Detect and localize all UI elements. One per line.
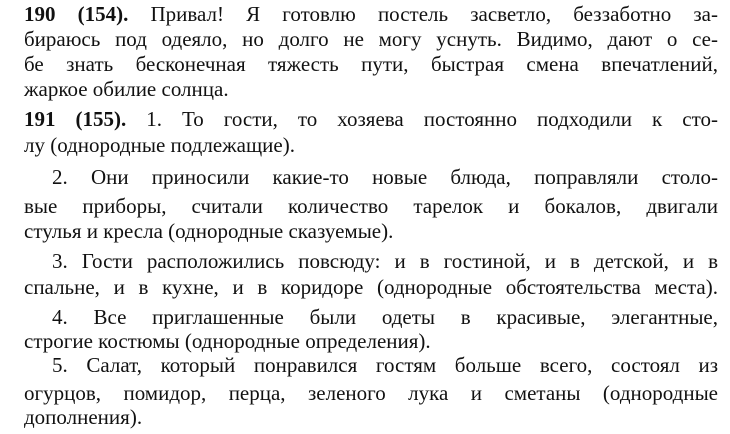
ex191-item-2-line-1: 2. Они приносили какие-то новые блюда, поправляли столо- xyxy=(52,165,718,189)
ex190-text: Привал! Я готовлю постель засветло, беззаботно за- xyxy=(128,2,718,26)
ex190-line-3: бе знать бесконечная тяжесть пути, быстрая смена впечатлений, xyxy=(24,52,718,76)
ex191-item-4-line-2: строгие костюмы (однородные определения). xyxy=(24,329,431,353)
ex191-item-2-line-3: стулья и кресла (однородные сказуемые). xyxy=(24,219,394,243)
ex191-item-3-line-1: 3. Гости расположились повсюду: и в гостиной, и в детской, и в xyxy=(52,249,718,273)
ex191-item-1-text: 1. То гости, то хозяева постоянно подходили к сто- xyxy=(126,107,718,131)
ex190-line-2: бираюсь под одеяло, но долго не могу уснуть. Видимо, дают о се- xyxy=(24,27,718,51)
ex190-line-1 xyxy=(24,2,718,27)
ex190-number: 190 (154). xyxy=(24,2,129,26)
ex191-item-3-line-2: спальне, и в кухне, и в коридоре (однородные обстоятельства места). xyxy=(24,275,718,299)
ex191-item-5-line-1: 5. Салат, который понравился гостям больше всего, состоял из xyxy=(52,353,718,377)
ex191-number: 191 (155). xyxy=(24,107,127,131)
ex191-item-5-line-3: дополнения). xyxy=(24,405,143,429)
ex191-item-2-line-2: вые приборы, считали количество тарелок и бокалов, двигали xyxy=(24,194,718,218)
ex191-item-4-line-1: 4. Все приглашенные были одеты в красивые, элегантные, xyxy=(52,305,718,329)
ex191-item-5-line-2: огурцов, помидор, перца, зеленого лука и сметаны (однородные xyxy=(24,381,718,405)
ex190-line-4: жаркое обилие солнца. xyxy=(24,77,229,101)
ex191-line-1 xyxy=(24,107,718,132)
ex191-item-1-line-2: лу (однородные подлежащие). xyxy=(24,133,295,157)
